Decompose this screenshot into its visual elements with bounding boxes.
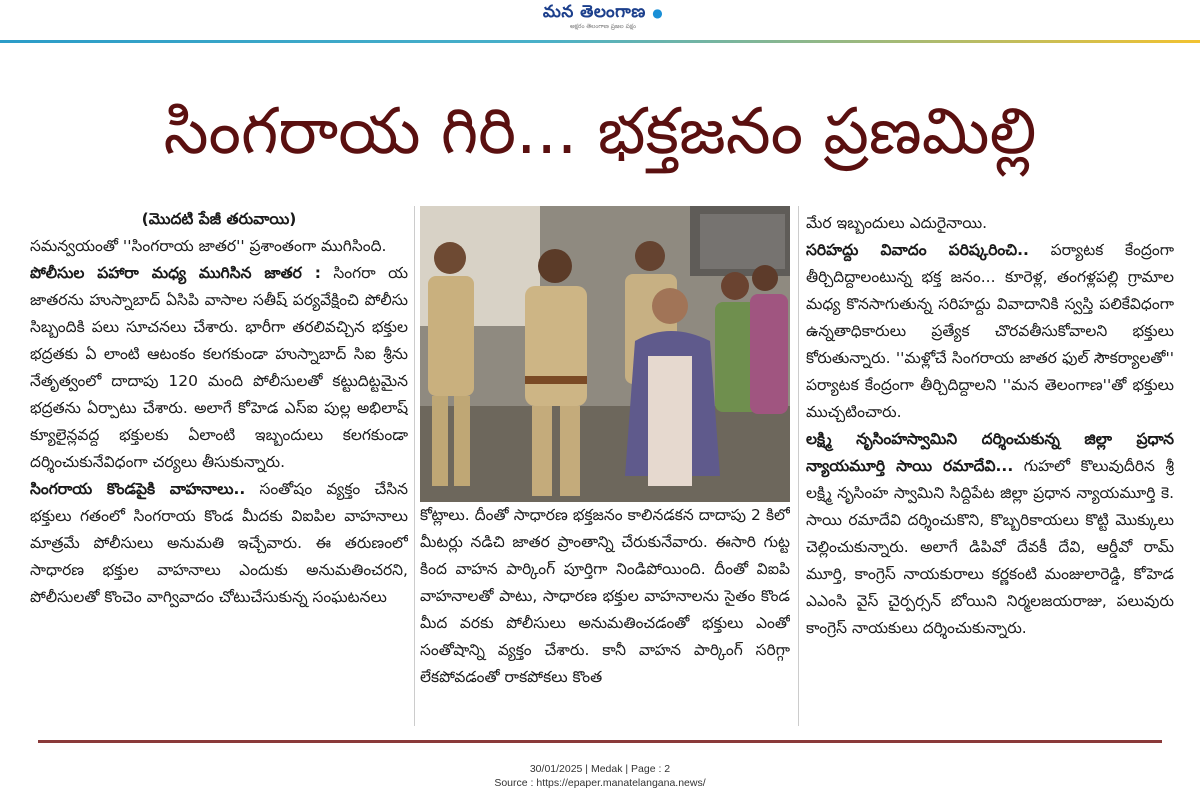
logo-tagline: అక్షరం తెలంగాణ ప్రజల పక్షం — [569, 23, 637, 30]
article-headline: సింగరాయ గిరి... భక్తజనం ప్రణమిల్లి — [163, 95, 1037, 169]
article-photo — [420, 206, 790, 502]
continued-label: (మొదటి పేజీ తరువాయి) — [141, 210, 297, 228]
col3-paragraph-2: సరిహద్దు వివాదం పరిష్కరించి.. పర్యాటక కేంద్రంగా తీర్చిదిద్దాలంటున్న భక్త జనం... కూరెళ్ల, తంగళ్లపల్లి గ్రామాల మధ్య కొనసాగుతున్న సరిహద్దు వివాదానికి స్వస్తి పలికేవిధంగా ఉన్నతాధికారులు ప్రత్యేక చొరవతీసుకోవాలని భక్తులు కోరుతున్నారు. ''మళ్లోచే సింగరాయ జాతర ఫుల్ సౌకర్యాలతో'' పర్యాటక కేంద్రంగా తీర్చిదిద్దాలని ''మన తెలంగాణ''తో భక్తులు ముచ్చటించారు. — [806, 241, 1174, 421]
col1-paragraph-3: సింగరాయ కొండపైకి వాహనాలు.. సంతోషం వ్యక్తం చేసిన భక్తులు గతంలో సింగరాయ కొండ మీదకు విఐపిల వాహనాలు మాత్రమే పోలీసులు అనుమతి ఇచ్చేవారు. ఈ తరుణంలో సాధారణ భక్తుల వాహనాలు ఎందుకు అనుమతించరని, పోలీసులతో కొంచెం వాగ్వివాదం చోటుచేసుకున్న సంఘటనలు — [30, 480, 408, 606]
col2-paragraph-1: కోట్లాలు. దీంతో సాధారణ భక్తజనం కాలినడకన దాదాపు 2 కిలో మీటర్లు నడిచి జాతర ప్రాంతాన్ని చేరుకునేవారు. ఈసారి గుట్ట కింద వాహన పార్కింగ్ పూర్తిగా నిండిపోయింది. దీంతో విఐపి వాహనాలతో పాటు, సాధారణ భక్తుల వాహనాలను సైతం కొండ మీద వరకు పోలీసులు అనుమతించడంతో భక్తులు ఎంతో సంతోషాన్ని వ్యక్తం చేశారు. కానీ వాహన పార్కింగ్ సరిగ్గా లేకపోవడంతో రాకపోకలు కొంత — [420, 506, 790, 686]
col1-paragraph-2: పోలీసుల పహారా మధ్య ముగిసిన జాతర : సింగరా య జాతరను హుస్నాబాద్ ఏసిపి వాసాల సతీష్ పర్యవేక్షించి పోలీసు సిబ్బందికి పలు సూచనలు చేశారు. భారీగా తరలివచ్చిన భక్తుల భద్రతకు ఏ లాంటి ఆటంకం కలగకుండా హుస్నాబాద్ సిఐ శ్రీను నేతృత్వంలో దాదాపు 120 మంది పోలీసులతో కట్టుదిట్టమైన భద్రతను ఏర్పాటు చేశారు. అలాగే కోహెడ ఎస్ఐ పుల్ల అభిలాష్ క్యూలైన్లవద్ద భక్తులకు ఏలాంటి ఇబ్బందులు కలగకుండా దర్శించుకునేవిధంగా చర్యలు తీసుకున్నారు. — [30, 264, 408, 471]
column-divider — [798, 206, 799, 726]
column-divider — [414, 206, 415, 726]
col3-paragraph-3: లక్ష్మి నృసింహస్వామిని దర్శించుకున్న జిల్లా ప్రధాన న్యాయమూర్తి సాయి రమాదేవి... గుహలో కొలువుదీరిన శ్రీ లక్ష్మి నృసింహ స్వామిని సిద్దిపేట జిల్లా ప్రధాన న్యాయమూర్తి కె. సాయి రమాదేవి దర్శించుకొని, కొబ్బరికాయలు కొట్టి మొక్కులు చెల్లించుకున్నారు. అలాగే డిపివో దేవకీ దేవి, ఆర్డీవో రామ్ మూర్తి, కాంగ్రెస్ నాయకురాలు కర్ణకంటి మంజులారెడ్డి, కోహెడ ఎఎంసి వైస్ చైర్పర్సన్ బోయిని నిర్మలజయరాజు, పలువురు కాంగ్రెస్ నాయకులు దర్శించుకున్నారు. — [806, 430, 1174, 637]
masthead — [0, 0, 1200, 40]
article-column-1 — [30, 206, 408, 736]
logo-drop-icon: ● — [652, 6, 664, 20]
col1-paragraph-1: సమన్వయంతో ''సింగరాయ జాతర'' ప్రశాంతంగా ముగిసింది. — [30, 237, 387, 255]
photo-illustration — [420, 206, 790, 502]
logo-text: మన తెలంగాణ — [542, 2, 646, 22]
col3-paragraph-1: మేర ఇబ్బందులు ఎదురైనాయి. — [806, 214, 988, 232]
masthead-rule — [0, 40, 1200, 43]
source-link[interactable]: Source : https://epaper.manatelangana.news/ — [494, 777, 706, 789]
newspaper-logo — [528, 2, 678, 36]
subhead-police: పోలీసుల పహారా మధ్య ముగిసిన జాతర : — [30, 264, 321, 282]
page-footer — [0, 762, 1200, 790]
subhead-boundary: సరిహద్దు వివాదం పరిష్కరించి.. — [806, 241, 1029, 259]
article-column-3 — [806, 210, 1174, 740]
article-column-2 — [420, 206, 790, 736]
subhead-judge-visit: లక్ష్మి నృసింహస్వామిని దర్శించుకున్న జిల్లా ప్రధాన న్యాయమూర్తి సాయి రమాదేవి... — [806, 430, 1174, 475]
edition-meta: 30/01/2025 | Medak | Page : 2 — [529, 763, 671, 775]
bottom-rule — [38, 740, 1162, 743]
subhead-vehicles: సింగరాయ కొండపైకి వాహనాలు.. — [30, 480, 246, 498]
